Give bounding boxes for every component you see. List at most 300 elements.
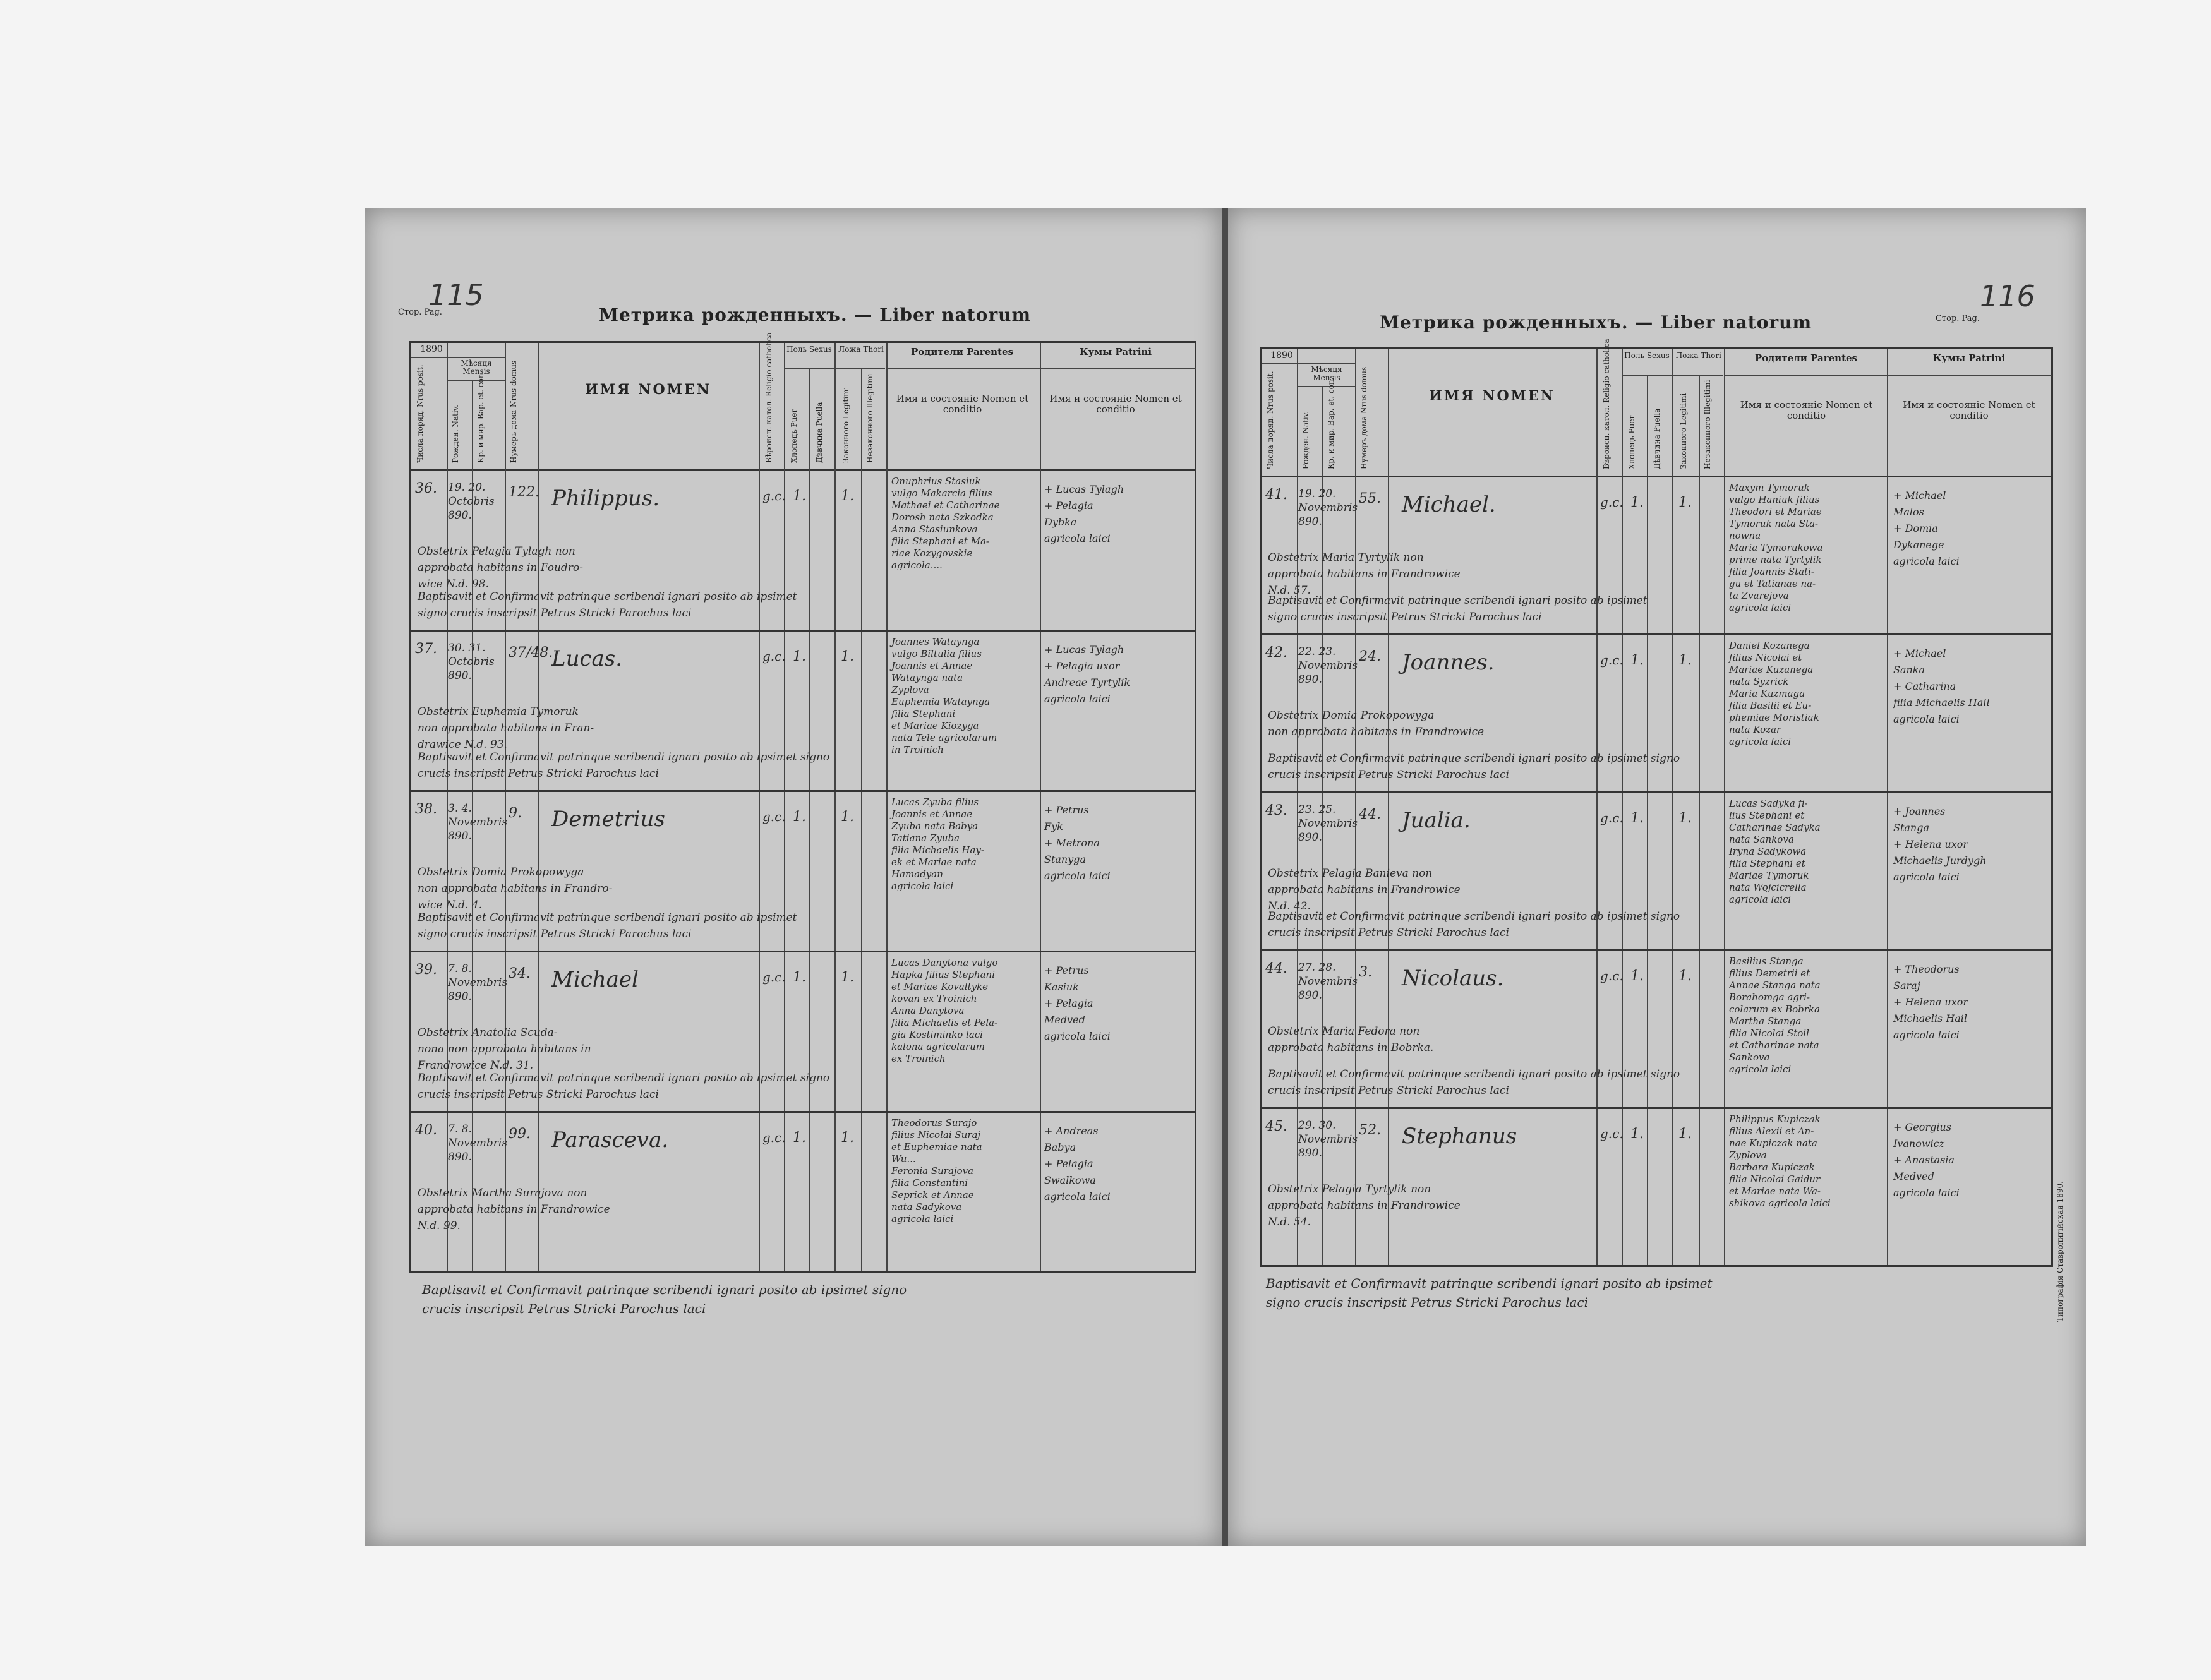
parents-line: Maxym Tymoruk	[1729, 482, 1810, 493]
entry-date: 30. 31. Octobris 890.	[448, 642, 495, 682]
parents-line: Feronia Surajova	[891, 1165, 973, 1177]
parents-line: Barbara Kupiczak	[1729, 1161, 1815, 1173]
parents-line: nata Tele agricolarum	[891, 732, 997, 743]
entry-separator	[1262, 1107, 2051, 1109]
obstetrix-line: wice N.d. 4.	[418, 899, 483, 911]
header-parents-nomen: Имя и состояніе Nomen et conditio	[896, 393, 1029, 415]
pag-label: Стор. Pag.	[1936, 314, 1980, 323]
thori-mark: 1.	[841, 969, 854, 985]
patrini-line: + Michael	[1893, 489, 1946, 501]
book-gutter	[1222, 208, 1228, 1546]
patrini-line: + Georgius	[1893, 1121, 1951, 1133]
entry-date: 7. 8. Novembris 890.	[448, 1123, 508, 1163]
parents-line: Annae Stanga nata	[1729, 980, 1821, 991]
parents-line: agricola laici	[891, 1213, 954, 1225]
patrini-line: Medved	[1044, 1014, 1085, 1026]
header-name: ИМЯ NOMEN	[1429, 388, 1555, 404]
parents-line: nata Sadykova	[891, 1201, 962, 1213]
entry-date: 27. 28. Novembris 890.	[1298, 961, 1358, 1002]
parents-line: Theodori et Mariae	[1729, 506, 1822, 517]
house-number: 24.	[1359, 649, 1381, 664]
patrini-line: + Domia	[1893, 522, 1938, 534]
patrini-line: + Petrus	[1044, 964, 1089, 976]
patrini-line: + Pelagia	[1044, 1158, 1093, 1170]
sex-mark: 1.	[793, 809, 806, 825]
parents-line: Zyplova	[1729, 1149, 1767, 1161]
thori-mark: 1.	[841, 649, 854, 664]
parents-line: Anna Stasiunkova	[891, 524, 978, 535]
patrini-line: Swalkowa	[1044, 1174, 1096, 1186]
parents-line: et Euphemiae nata	[891, 1141, 982, 1153]
religion: g.c.	[762, 809, 786, 824]
parents-line: Wu...	[891, 1153, 916, 1165]
footer-note: Baptisavit et Confirmavit patrinque scribendi ignari posito ab ipsimet	[1266, 1276, 1713, 1291]
patrini-line: + Lucas Tylagh	[1044, 644, 1124, 656]
baptism-note: crucis inscripsit Petrus Stricki Parochus laci	[418, 1088, 659, 1101]
parents-line: Zyplova	[891, 684, 929, 695]
header-pol: Поль Sexus	[1624, 351, 1670, 360]
sex-mark: 1.	[793, 649, 806, 664]
parents-line: ek et Mariae nata	[891, 856, 977, 868]
religion: g.c.	[762, 969, 786, 985]
thori-mark: 1.	[1678, 495, 1692, 510]
left-page	[365, 208, 1222, 1546]
thori-mark: 1.	[841, 1130, 854, 1146]
entry-separator	[1262, 949, 2051, 951]
header-puer: Хлопець Puer	[790, 409, 798, 463]
patrini-line: + Andreas	[1044, 1125, 1099, 1137]
baptism-note: crucis inscripsit Petrus Stricki Parochus laci	[1268, 1084, 1509, 1097]
entry-number: 44.	[1265, 961, 1287, 976]
printer-imprint: Типографія Ставропигійская 1890.	[2056, 1181, 2064, 1322]
patrini-line: Saraj	[1893, 980, 1920, 992]
house-number: 52.	[1359, 1122, 1381, 1138]
house-number: 3.	[1359, 964, 1372, 980]
parents-line: ta Zvarejova	[1729, 590, 1789, 601]
patrini-line: + Joannes	[1893, 805, 1946, 817]
parents-line: Maria Tymorukowa	[1729, 542, 1823, 553]
obstetrix-line: approbata habitans in Foudro-	[418, 561, 583, 574]
child-name: Joannes.	[1402, 650, 1495, 675]
parents-line: ex Troinich	[891, 1053, 946, 1064]
parents-line: Theodorus Surajo	[891, 1117, 977, 1129]
religion: g.c.	[1600, 652, 1624, 668]
year-label: 1890	[1270, 351, 1293, 361]
header-illegitimi: Незаконного Illegitimi	[865, 373, 874, 463]
header-nrus: Числа поряд. Nrus posit.	[416, 364, 425, 463]
patrini-line: agricola laici	[1893, 555, 1960, 567]
patrini-line: Ivanowicz	[1893, 1137, 1945, 1149]
table-header	[411, 332, 1195, 471]
parents-line: Hamadyan	[891, 868, 943, 880]
parents-line: Basilius Stanga	[1729, 956, 1804, 967]
parents-line: filius Demetrii et	[1729, 968, 1810, 979]
parents-line: filia Michaelis Hay-	[891, 844, 984, 856]
obstetrix-line: N.d. 54.	[1268, 1216, 1311, 1228]
table-header	[1262, 339, 2051, 477]
parents-line: agricola laici	[1729, 1064, 1792, 1075]
house-number: 34.	[509, 966, 531, 981]
child-name: Demetrius	[551, 807, 665, 832]
religion: g.c.	[1600, 1126, 1624, 1141]
register-table	[409, 332, 1196, 1273]
parents-line: filia Basilii et Eu-	[1729, 700, 1812, 711]
parents-line: nae Kupiczak nata	[1729, 1137, 1817, 1149]
parents-line: gia Kostiminko laci	[891, 1029, 983, 1040]
sex-mark: 1.	[793, 969, 806, 985]
year-label: 1890	[420, 344, 443, 354]
parents-line: nata Sankova	[1729, 834, 1794, 845]
religion: g.c.	[762, 1130, 786, 1145]
patrini-line: Michaelis Jurdygh	[1893, 855, 1987, 867]
parents-line: filius Alexii et An-	[1729, 1125, 1814, 1137]
header-parents-nomen: Имя и состояніе Nomen et conditio	[1740, 399, 1873, 421]
header-rozhd: Рожден. Nativ.	[1301, 411, 1310, 469]
parents-line: kovan ex Troinich	[891, 993, 977, 1004]
parents-line: Dorosh nata Szkodka	[891, 512, 994, 523]
patrini-line: agricola laici	[1893, 713, 1960, 725]
parents-line: et Mariae nata Wa-	[1729, 1185, 1821, 1197]
obstetrix-line: drawice N.d. 93.	[418, 738, 508, 751]
religion: g.c.	[1600, 495, 1624, 510]
child-name: Philippus.	[551, 486, 660, 511]
page-title: Метрика рожденныхъ. — Liber natorum	[1380, 312, 1812, 333]
header-roditeli: Родители Parentes	[1754, 352, 1858, 364]
obstetrix-line: approbata habitans in Bobrka.	[1268, 1041, 1434, 1054]
header-illegitimi: Незаконного Illegitimi	[1703, 380, 1712, 469]
parents-line: Tatiana Zyuba	[891, 832, 960, 844]
thori-mark: 1.	[841, 488, 854, 504]
religion: g.c.	[762, 488, 786, 503]
header-mesiaca: Мѣсяця Mensis	[461, 359, 492, 376]
patrini-line: + Pelagia	[1044, 997, 1093, 1009]
baptism-note: Baptisavit et Confirmavit patrinque scribendi ignari posito ab ipsimet	[1268, 594, 1648, 607]
child-name: Michael	[551, 967, 639, 992]
parents-line: Mariae Kuzanega	[1729, 664, 1814, 675]
obstetrix-line: N.d. 57.	[1268, 584, 1311, 597]
header-roditeli: Родители Parentes	[910, 346, 1014, 357]
parents-line: Joannis et Annae	[891, 808, 973, 820]
sex-mark: 1.	[1630, 1126, 1644, 1142]
parents-line: Iryna Sadykowa	[1729, 846, 1807, 857]
footer-note: crucis inscripsit Petrus Stricki Parochus laci	[422, 1301, 706, 1316]
parents-line: Daniel Kozanega	[1729, 640, 1810, 651]
parents-line: Euphemia Wataynga	[891, 696, 991, 707]
sex-mark: 1.	[793, 1130, 806, 1146]
obstetrix-line: Obstetrix Pelagia Banieva non	[1268, 867, 1433, 880]
entry-number: 36.	[415, 481, 437, 496]
obstetrix-line: approbata habitans in Frandrowice	[1268, 884, 1461, 896]
parents-line: Mathaei et Catharinae	[891, 500, 1000, 511]
patrini-line: Dykanege	[1893, 539, 1944, 551]
parents-line: filia Michaelis et Pela-	[891, 1017, 998, 1028]
parents-line: filia Stephani et Ma-	[891, 536, 989, 547]
entry-number: 40.	[415, 1122, 437, 1138]
header-puella: Дѣвчина Puella	[1653, 408, 1661, 469]
obstetrix-line: Obstetrix Anatolia Scuda-	[418, 1026, 558, 1039]
parents-line: Lucas Zyuba filius	[891, 796, 979, 808]
obstetrix-line: Obstetrix Maria Fedora non	[1268, 1025, 1420, 1038]
header-legitimi: Законного Legitimi	[1679, 393, 1688, 469]
obstetrix-line: non approbata habitans in Frandro-	[418, 882, 613, 895]
entry-separator	[1262, 633, 2051, 635]
header-krest: Кр. и мир. Bap. et. con.	[476, 371, 485, 463]
parents-line: Lucas Danytona vulgo	[891, 957, 998, 968]
header-vera: Вѣроисп. катол. Religio catholica	[1602, 339, 1611, 469]
baptism-note: signo crucis inscripsit Petrus Stricki Parochus laci	[418, 607, 692, 620]
header-mesiaca: Мѣсяця Mensis	[1311, 365, 1342, 382]
baptism-note: crucis inscripsit Petrus Stricki Parochus laci	[1268, 769, 1509, 781]
parents-line: agricola....	[891, 560, 943, 571]
child-name: Nicolaus.	[1402, 966, 1504, 991]
religion: g.c.	[1600, 968, 1624, 983]
entry-date: 7. 8. Novembris 890.	[448, 963, 508, 1003]
parents-line: filia Nicolai Stoil	[1729, 1028, 1809, 1039]
entry-date: 19. 20. Novembris 890.	[1298, 488, 1358, 528]
parents-line: nowna	[1729, 530, 1761, 541]
child-name: Jualia.	[1402, 808, 1471, 833]
patrini-line: agricola laici	[1044, 532, 1111, 544]
header-lozha: Ложа Thori	[1676, 351, 1721, 360]
thori-mark: 1.	[1678, 1126, 1692, 1142]
patrini-line: Andreae Tyrtylik	[1044, 676, 1131, 688]
patrini-line: agricola laici	[1044, 693, 1111, 705]
obstetrix-line: nona non approbata habitans in	[418, 1043, 591, 1055]
patrini-line: Malos	[1893, 506, 1924, 518]
patrini-line: agricola laici	[1893, 1187, 1960, 1199]
parents-line: lius Stephani et	[1729, 810, 1805, 821]
patrini-line: Stanga	[1893, 822, 1930, 834]
entry-number: 43.	[1265, 803, 1287, 819]
header-dom: Нумеръ дома Nrus domus	[509, 360, 518, 463]
entry-date: 22. 23. Novembris 890.	[1298, 645, 1358, 686]
patrini-line: + Anastasia	[1893, 1154, 1955, 1166]
parents-line: prime nata Tyrtylik	[1729, 554, 1822, 565]
parents-line: nata Syzrick	[1729, 676, 1789, 687]
patrini-line: + Lucas Tylagh	[1044, 483, 1124, 495]
parents-line: agricola laici	[1729, 894, 1792, 905]
child-name: Stephanus	[1402, 1124, 1517, 1149]
thori-mark: 1.	[1678, 810, 1692, 826]
patrini-line: agricola laici	[1044, 1030, 1111, 1042]
patrini-line: + Helena uxor	[1893, 996, 1968, 1008]
header-kumy: Кумы Patrini	[1932, 352, 2006, 364]
parents-line: Tymoruk nata Sta-	[1729, 518, 1819, 529]
entry-separator	[411, 1111, 1195, 1113]
parents-line: nata Wojcicrella	[1729, 882, 1807, 893]
parents-line: filius Nicolai et	[1729, 652, 1802, 663]
register-book	[365, 208, 2086, 1546]
parents-line: et Mariae Kiozyga	[891, 720, 979, 731]
parents-line: phemiae Moristiak	[1729, 712, 1819, 723]
house-number: 122.	[509, 484, 539, 500]
obstetrix-line: approbata habitans in Frandrowice	[1268, 568, 1461, 580]
entry-separator	[1262, 791, 2051, 793]
parents-line: vulgo Biltulia filius	[891, 648, 982, 659]
patrini-line: Sanka	[1893, 664, 1925, 676]
sex-mark: 1.	[1630, 810, 1644, 826]
obstetrix-line: Obstetrix Domia Prokopowyga	[1268, 709, 1435, 722]
patrini-line: Medved	[1893, 1170, 1934, 1182]
entry-number: 42.	[1265, 645, 1287, 661]
entry-separator	[411, 790, 1195, 792]
parents-line: Seprick et Annae	[891, 1189, 974, 1201]
obstetrix-line: Obstetrix Euphemia Tymoruk	[418, 705, 579, 718]
sex-mark: 1.	[1630, 968, 1644, 984]
parents-line: riae Kozygovskie	[891, 548, 973, 559]
parents-line: in Troinich	[891, 744, 944, 755]
patrini-line: agricola laici	[1893, 871, 1960, 883]
parents-line: shikova agricola laici	[1729, 1197, 1831, 1209]
obstetrix-line: approbata habitans in Frandrowice	[1268, 1199, 1461, 1212]
parents-line: Wataynga nata	[891, 672, 963, 683]
patrini-line: Michaelis Hail	[1893, 1012, 1968, 1024]
parents-line: filius Nicolai Suraj	[891, 1129, 981, 1141]
sex-mark: 1.	[1630, 495, 1644, 510]
baptism-note: Baptisavit et Confirmavit patrinque scribendi ignari posito ab ipsimet signo	[1268, 752, 1680, 765]
footer-note: signo crucis inscripsit Petrus Stricki Parochus laci	[1266, 1295, 1589, 1310]
thori-mark: 1.	[1678, 968, 1692, 984]
parents-line: Catharinae Sadyka	[1729, 822, 1821, 833]
parents-line: kalona agricolarum	[891, 1041, 985, 1052]
obstetrix-line: wice N.d. 98.	[418, 578, 489, 591]
header-nrus: Числа поряд. Nrus posit.	[1266, 371, 1275, 469]
house-number: 55.	[1359, 491, 1381, 507]
patrini-line: + Theodorus	[1893, 963, 1960, 975]
parents-line: vulgo Makarcia filius	[891, 488, 992, 499]
entry-date: 19. 20. Octobris 890.	[448, 481, 495, 522]
parents-line: colarum ex Bobrka	[1729, 1004, 1820, 1015]
baptism-note: signo crucis inscripsit Petrus Stricki Parochus laci	[1268, 611, 1542, 623]
sex-mark: 1.	[793, 488, 806, 504]
baptism-note: Baptisavit et Confirmavit patrinque scribendi ignari posito ab ipsimet signo	[1268, 910, 1680, 923]
parents-line: filia Stephani et	[1729, 858, 1805, 869]
obstetrix-line: Obstetrix Maria Tyrtylik non	[1268, 551, 1424, 564]
sex-mark: 1.	[1630, 652, 1644, 668]
child-name: Michael.	[1402, 492, 1496, 517]
page-number: 115	[428, 278, 484, 312]
parents-line: agricola laici	[1729, 736, 1792, 747]
parents-line: Onuphrius Stasiuk	[891, 476, 981, 487]
thori-mark: 1.	[841, 809, 854, 825]
child-name: Parasceva.	[551, 1127, 669, 1153]
house-number: 37/48.	[509, 645, 553, 661]
register-table	[1260, 339, 2053, 1267]
patrini-line: + Pelagia uxor	[1044, 660, 1120, 672]
baptism-note: Baptisavit et Confirmavit patrinque scribendi ignari posito ab ipsimet signo	[418, 1072, 830, 1084]
entry-date: 29. 30. Novembris 890.	[1298, 1119, 1358, 1160]
header-puer: Хлопець Puer	[1627, 415, 1636, 469]
right-page	[1228, 208, 2086, 1546]
parents-line: Lucas Sadyka fi-	[1729, 798, 1808, 809]
parents-line: filia Stephani	[891, 708, 956, 719]
patrini-line: + Petrus	[1044, 804, 1089, 816]
obstetrix-line: approbata habitans in Frandrowice	[418, 1203, 610, 1216]
entry-separator	[411, 630, 1195, 632]
header-patrini-nomen: Имя и состояніе Nomen et conditio	[1049, 393, 1182, 415]
patrini-line: Babya	[1044, 1141, 1076, 1153]
patrini-line: Dybka	[1044, 516, 1077, 528]
parents-line: Martha Stanga	[1729, 1016, 1802, 1027]
header-krest: Кр. и мир. Bap. et. con.	[1327, 377, 1335, 469]
entry-number: 38.	[415, 801, 437, 817]
obstetrix-line: Obstetrix Pelagia Tylagh non	[418, 545, 575, 558]
religion: g.c.	[762, 649, 786, 664]
patrini-line: + Catharina	[1893, 680, 1956, 692]
obstetrix-line: Frandrowice N.d. 31.	[418, 1059, 534, 1072]
parents-line: Joannes Wataynga	[891, 636, 980, 647]
obstetrix-line: N.d. 99.	[418, 1220, 461, 1232]
obstetrix-line: N.d. 42.	[1268, 900, 1311, 913]
entry-number: 37.	[415, 641, 437, 657]
entry-separator	[411, 951, 1195, 952]
header-dom: Нумеръ дома Nrus domus	[1359, 366, 1368, 469]
patrini-line: agricola laici	[1044, 870, 1111, 882]
page-number: 116	[1980, 279, 2035, 313]
parents-line: Mariae Tymoruk	[1729, 870, 1809, 881]
header-kumy: Кумы Patrini	[1079, 346, 1152, 357]
baptism-note: Baptisavit et Confirmavit patrinque scribendi ignari posito ab ipsimet signo	[418, 751, 830, 764]
obstetrix-line: non approbata habitans in Frandrowice	[1268, 726, 1485, 738]
header-vera: Вѣроисп. катол. Religio catholica	[764, 332, 773, 463]
parents-line: et Catharinae nata	[1729, 1040, 1819, 1051]
parents-line: filia Joannis Stati-	[1729, 566, 1815, 577]
parents-line: Philippus Kupiczak	[1729, 1113, 1821, 1125]
entry-number: 41.	[1265, 487, 1287, 503]
parents-line: et Mariae Kovaltyke	[891, 981, 989, 992]
page-title: Метрика рожденныхъ. — Liber natorum	[599, 304, 1032, 325]
parents-line: Sankova	[1729, 1052, 1770, 1063]
baptism-note: signo crucis inscripsit Petrus Stricki Parochus laci	[418, 928, 692, 940]
entry-number: 45.	[1265, 1119, 1287, 1134]
pag-label: Стор. Pag.	[398, 308, 442, 317]
header-rozhd: Рожден. Nativ.	[451, 405, 460, 463]
parents-line: agricola laici	[1729, 602, 1792, 613]
patrini-line: agricola laici	[1893, 1029, 1960, 1041]
entry-date: 23. 25. Novembris 890.	[1298, 803, 1358, 844]
parents-line: Joannis et Annae	[891, 660, 973, 671]
parents-line: Maria Kuzmaga	[1729, 688, 1805, 699]
patrini-line: + Pelagia	[1044, 500, 1093, 512]
entry-date: 3. 4. Novembris 890.	[448, 802, 508, 843]
baptism-note: Baptisavit et Confirmavit patrinque scribendi ignari posito ab ipsimet	[418, 591, 797, 603]
header-lozha: Ложа Thori	[838, 345, 884, 354]
thori-mark: 1.	[1678, 652, 1692, 668]
parents-line: filia Constantini	[891, 1177, 968, 1189]
header-pol: Поль Sexus	[786, 345, 832, 354]
parents-line: Anna Danytova	[891, 1005, 965, 1016]
religion: g.c.	[1600, 810, 1624, 825]
parents-line: Borahomga agri-	[1729, 992, 1810, 1003]
house-number: 99.	[509, 1126, 531, 1142]
parents-line: filia Nicolai Gaidur	[1729, 1173, 1821, 1185]
header-legitimi: Законного Legitimi	[841, 387, 850, 463]
obstetrix-line: non approbata habitans in Fran-	[418, 722, 594, 735]
parents-line: Zyuba nata Babya	[891, 820, 979, 832]
child-name: Lucas.	[551, 646, 623, 671]
baptism-note: Baptisavit et Confirmavit patrinque scribendi ignari posito ab ipsimet signo	[1268, 1068, 1680, 1081]
house-number: 9.	[509, 805, 522, 821]
entry-number: 39.	[415, 962, 437, 978]
obstetrix-line: Obstetrix Martha Surajova non	[418, 1187, 587, 1199]
footer-note: Baptisavit et Confirmavit patrinque scribendi ignari posito ab ipsimet signo	[422, 1282, 907, 1297]
parents-line: nata Kozar	[1729, 724, 1781, 735]
patrini-line: Fyk	[1044, 820, 1063, 832]
obstetrix-line: Obstetrix Pelagia Tyrtylik non	[1268, 1183, 1431, 1196]
header-name: ИМЯ NOMEN	[585, 381, 711, 398]
patrini-line: Stanyga	[1044, 853, 1087, 865]
parents-line: vulgo Haniuk filius	[1729, 494, 1820, 505]
